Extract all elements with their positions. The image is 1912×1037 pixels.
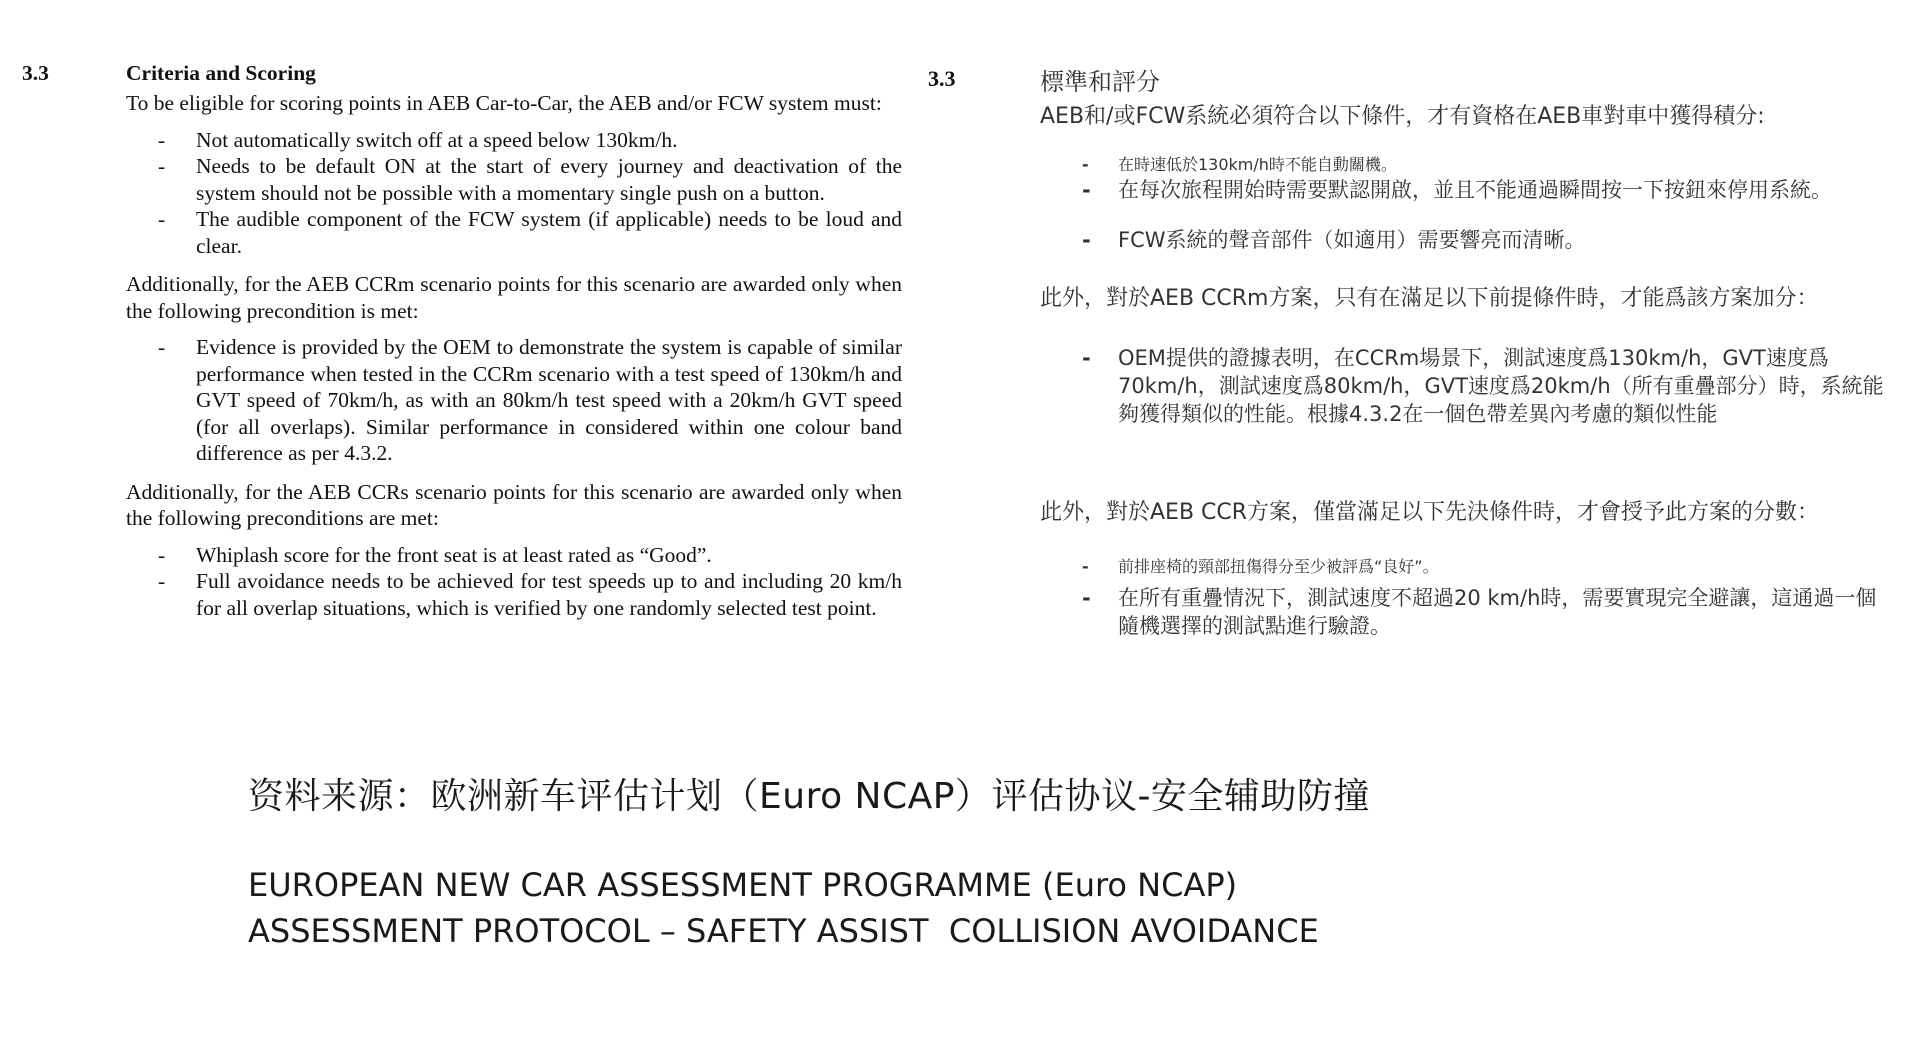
list-item-text: Needs to be default ON at the start of every journey and deactivation of the system should not be possible with a momentary single push on a button. [196,154,902,205]
list-item [126,542,902,569]
list-item [126,334,902,467]
list-item-text: The audible component of the FCW system (if applicable) needs to be loud and clear. [196,207,902,258]
english-section-title: Criteria and Scoring [126,61,316,85]
list-item-text: 在所有重疊情況下，測試速度不超過20 km/h時，需要實現完全避讓，這通過一個隨機選擇的測試點進行驗證。 [1118,586,1877,638]
bullet-dash: - [158,207,166,231]
bullet-dash: - [158,335,166,359]
chinese-excerpt [928,60,1888,640]
source-english-line: ASSESSMENT PROTOCOL – SAFETY ASSIST COLLISION AVOIDANCE [248,912,1319,950]
list-item [126,568,902,621]
list-item [1040,556,1888,578]
english-ccrm-list [126,334,902,467]
list-item-text: Evidence is provided by the OEM to demonstrate the system is capable of similar performance when tested in the CCRm scenario with a test speed of 130km/h and GVT speed of 70km/h, as with an 80km/h test speed with a 20km/h GVT speed (for all overlaps). Similar performance in considered within one colour band difference as per 4.3.2. [196,335,902,465]
chinese-section-heading [928,60,1888,100]
list-item-text: Full avoidance needs to be achieved for test speeds up to and including 20 km/h for all overlap situations, which is verified by one randomly selected test point. [196,569,902,620]
source-english-title [248,862,1319,954]
chinese-ccrm-intro: 此外，對於AEB CCRm方案，只有在滿足以下前提條件時，才能爲該方案加分： [1040,286,1819,311]
chinese-section-number: 3.3 [928,66,956,91]
list-item [1040,226,1888,254]
bullet-dash: - [1082,586,1091,610]
list-item-text: Not automatically switch off at a speed below 130km/h. [196,127,678,152]
source-english-line: EUROPEAN NEW CAR ASSESSMENT PROGRAMME (Euro NCAP) [248,866,1238,904]
english-ccrm-intro: Additionally, for the AEB CCRm scenario points for this scenario are awarded only when the following precondition is met: [126,272,902,323]
list-item [1040,154,1888,176]
chinese-intro: AEB和/或FCW系統必須符合以下條件，才有資格在AEB車對車中獲得積分: [1040,104,1765,129]
bullet-dash: - [1082,228,1091,252]
english-excerpt [22,60,902,633]
chinese-criteria-list [1040,154,1888,254]
list-item [1040,344,1888,428]
chinese-section-title: 標準和評分 [1040,68,1160,96]
bullet-dash: - [158,154,166,178]
english-intro: To be eligible for scoring points in AEB Car-to-Car, the AEB and/or FCW system must: [126,91,882,115]
chinese-ccrs-list [1040,556,1888,640]
list-item [126,127,902,154]
chinese-ccrs-intro: 此外，對於AEB CCR方案，僅當滿足以下先決條件時，才會授予此方案的分數： [1040,500,1820,525]
bullet-dash: - [158,542,166,567]
list-item [1040,584,1888,640]
list-item [126,153,902,206]
bullet-dash: - [158,127,166,152]
list-item [1040,176,1888,204]
list-item-text: OEM提供的證據表明，在CCRm場景下，測試速度爲130km/h，GVT速度爲70km/h，測試速度爲80km/h，GVT速度爲20km/h（所有重疊部分）時，系統能夠獲得類似的性能。根據4.3.2在一個色帶差異內考慮的類似性能 [1118,346,1884,426]
bullet-dash: - [158,569,166,593]
english-ccrs-list [126,542,902,622]
source-caption: 资料来源：欧洲新车评估计划（Euro NCAP）评估协议-安全辅助防撞 [248,776,1370,817]
english-ccrs-intro: Additionally, for the AEB CCRs scenario points for this scenario are awarded only when the following preconditions are met: [126,479,902,530]
chinese-ccrm-list [1040,344,1888,428]
list-item-text: Whiplash score for the front seat is at least rated as “Good”. [196,542,712,567]
bullet-dash: - [1082,557,1089,576]
bullet-dash: - [1082,346,1091,370]
bullet-dash: - [1082,155,1089,174]
english-criteria-list [126,127,902,260]
english-section-heading [22,60,902,90]
english-section-number: 3.3 [22,61,49,85]
list-item-text: 前排座椅的頸部扭傷得分至少被評爲“良好”。 [1118,557,1439,576]
list-item-text: 在時速低於130km/h時不能自動關機。 [1118,155,1397,174]
list-item-text: FCW系統的聲音部件（如適用）需要響亮而清晰。 [1118,228,1586,252]
list-item-text: 在每次旅程開始時需要默認開啟，並且不能通過瞬間按一下按鈕來停用系統。 [1118,178,1832,202]
list-item [126,206,902,259]
bullet-dash: - [1082,178,1091,202]
